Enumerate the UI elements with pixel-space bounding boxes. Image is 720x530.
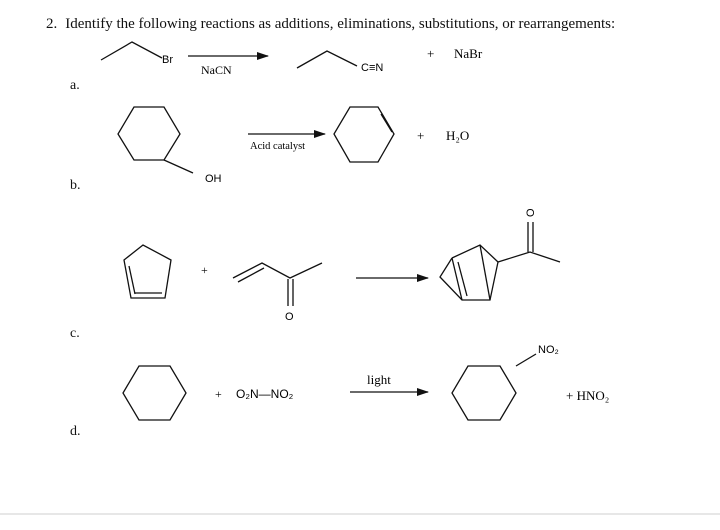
- part-label-c: c.: [70, 326, 80, 341]
- reaction-a: [101, 42, 483, 77]
- reagent-acid-catalyst: Acid catalyst: [250, 141, 306, 152]
- nitro-bond: [516, 354, 536, 366]
- reaction-d: [123, 344, 609, 420]
- enone-skeleton: [233, 263, 322, 278]
- propanenitrile-skeleton: [297, 51, 357, 68]
- question-text: Identify the following reactions as additions, eliminations, substitutions, or rearrangements:: [65, 16, 616, 32]
- hydroxyl-label: OH: [205, 173, 222, 185]
- ethyl-bromide-skeleton: [101, 42, 162, 60]
- hydroxyl-bond: [164, 160, 193, 173]
- condition-light: light: [367, 372, 391, 387]
- cyclohexane-ring: [123, 366, 186, 420]
- byproduct-water: H₂O: [446, 128, 470, 143]
- part-label-d: d.: [70, 424, 81, 439]
- plus-sign-a: +: [427, 46, 435, 61]
- cyclohexene-double-bond: [381, 114, 392, 132]
- nitrile-label: C≡N: [361, 62, 384, 74]
- ketone-oxygen-label: O: [525, 208, 537, 217]
- part-label-b: b.: [70, 178, 81, 193]
- plus-sign-d: +: [215, 387, 222, 401]
- cyclohexene-ring: [334, 107, 394, 162]
- reagent-nacn: NaCN: [201, 63, 232, 77]
- plus-sign-c: +: [201, 263, 208, 277]
- nitrocyclohexane-ring: [452, 366, 516, 420]
- plus-sign-b: +: [417, 128, 425, 143]
- enone-oxygen-label: O: [285, 311, 294, 323]
- cyclohexanol-ring: [118, 107, 180, 160]
- part-label-a: a.: [70, 78, 80, 93]
- enone-alkene-double-bond: [238, 268, 264, 282]
- dinitrogen-tetroxide-formula: O₂N—NO₂: [236, 387, 294, 401]
- norbornene-product: [440, 222, 560, 300]
- reaction-b: [118, 107, 469, 185]
- cyclopentadiene-ring: [124, 245, 171, 298]
- reaction-c: [124, 208, 560, 323]
- nitro-group-label: NO₂: [538, 344, 559, 356]
- question-number: 2.: [46, 16, 58, 32]
- byproduct-nabr: NaBr: [454, 46, 483, 61]
- bromine-label: Br: [162, 54, 173, 66]
- byproduct-nitrous-acid: + HNO₂: [566, 388, 610, 403]
